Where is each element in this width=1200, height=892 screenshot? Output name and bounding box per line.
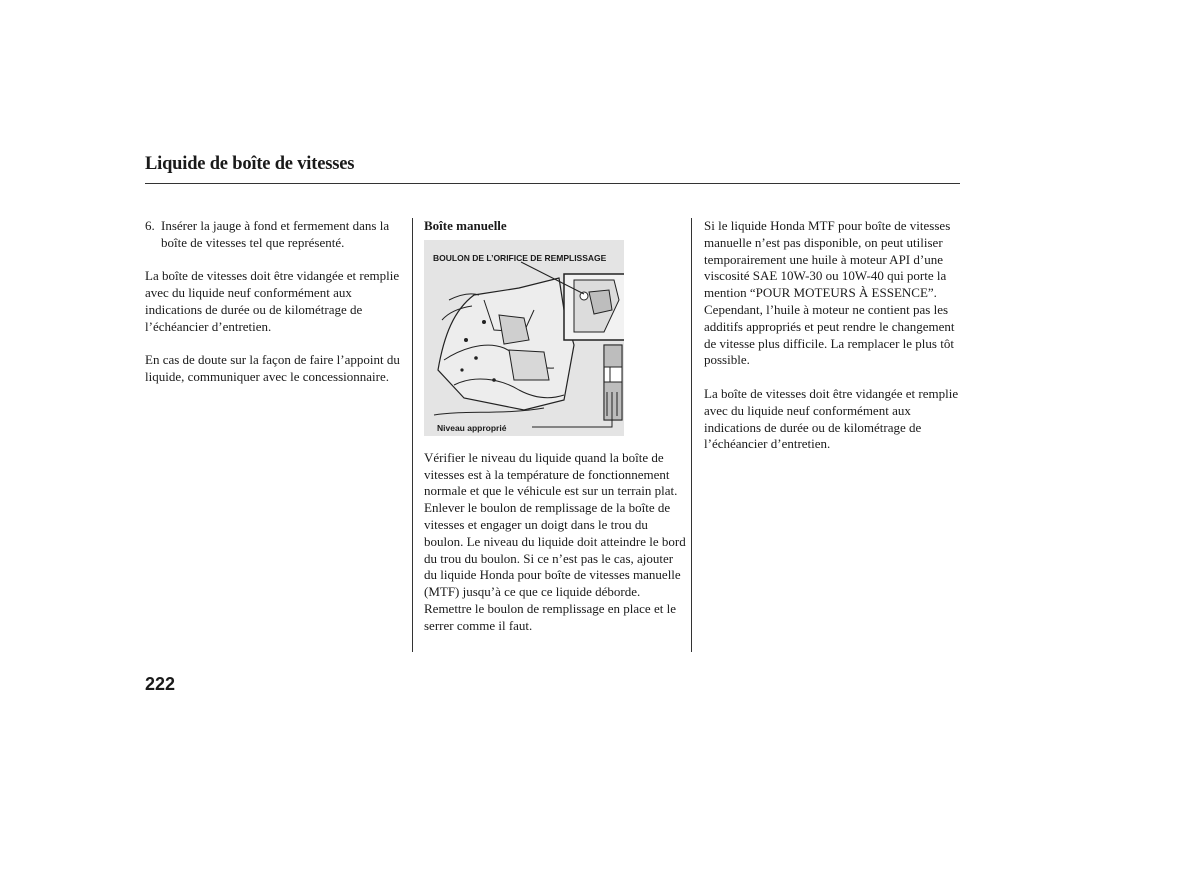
fill-bolt-label: BOULON DE L’ORIFICE DE REMPLISSAGE (433, 252, 607, 263)
step-6 (145, 218, 402, 252)
step-text: Insérer la jauge à fond et fermement dans la boîte de vitesses tel que représenté. (161, 218, 390, 250)
drain-paragraph: La boîte de vitesses doit être vidangée et remplie avec du liquide neuf conformément aux indications de durée ou de kilométrage de l’échéancier d’entretien. (145, 268, 400, 334)
column-1 (145, 218, 402, 403)
substitute-oil-paragraph: Si le liquide Honda MTF pour boîte de vitesses manuelle n’est pas disponible, on peut utiliser temporairement une huile à moteur API d’une viscosité SAE 10W-30 ou 10W-40 qui porte la mention “POUR MOTEURS À ESSENCE”. Cependant, l’huile à moteur ne contient pas les additifs appropriés et peut rendre le changement de vitesse plus difficile. La remplacer le plus tôt possible. (704, 218, 955, 368)
page-title: Liquide de boîte de vitesses (145, 154, 355, 174)
page-number: 222 (145, 674, 176, 694)
manual-transmission-heading: Boîte manuelle (424, 218, 507, 233)
drain-reminder-paragraph: La boîte de vitesses doit être vidangée et remplie avec du liquide neuf conformément aux indications de durée ou de kilométrage de l’échéancier d’entretien. (704, 385, 959, 452)
fill-bolt-diagram (424, 240, 624, 436)
check-level-paragraph: Vérifier le niveau du liquide quand la boîte de vitesses est à la température de fonctionnement normale et que le véhicule est sur un terrain plat. Enlever le boulon de remplissage de la boîte de vitesses et engager un doigt dans le trou du boulon. Le niveau du liquide doit atteindre le bord du trou du boulon. Si ce n’est pas le cas, ajouter du liquide Honda pour boîte de vitesses manuelle (MTF) jusqu’à ce que ce liquide déborde. Remettre le boulon de remplissage en place et le serrer comme il faut. (424, 449, 686, 633)
transmission-illustration (424, 240, 624, 436)
column-2 (424, 218, 686, 651)
proper-level-label: Niveau approprié (437, 422, 507, 433)
column-divider-2 (691, 218, 692, 652)
column-divider-1 (412, 218, 413, 652)
dealer-paragraph: En cas de doute sur la façon de faire l’appoint du liquide, communiquer avec le concessionnaire. (145, 352, 400, 385)
column-3 (704, 218, 961, 470)
title-rule (145, 183, 960, 184)
step-number: 6. (145, 218, 155, 233)
